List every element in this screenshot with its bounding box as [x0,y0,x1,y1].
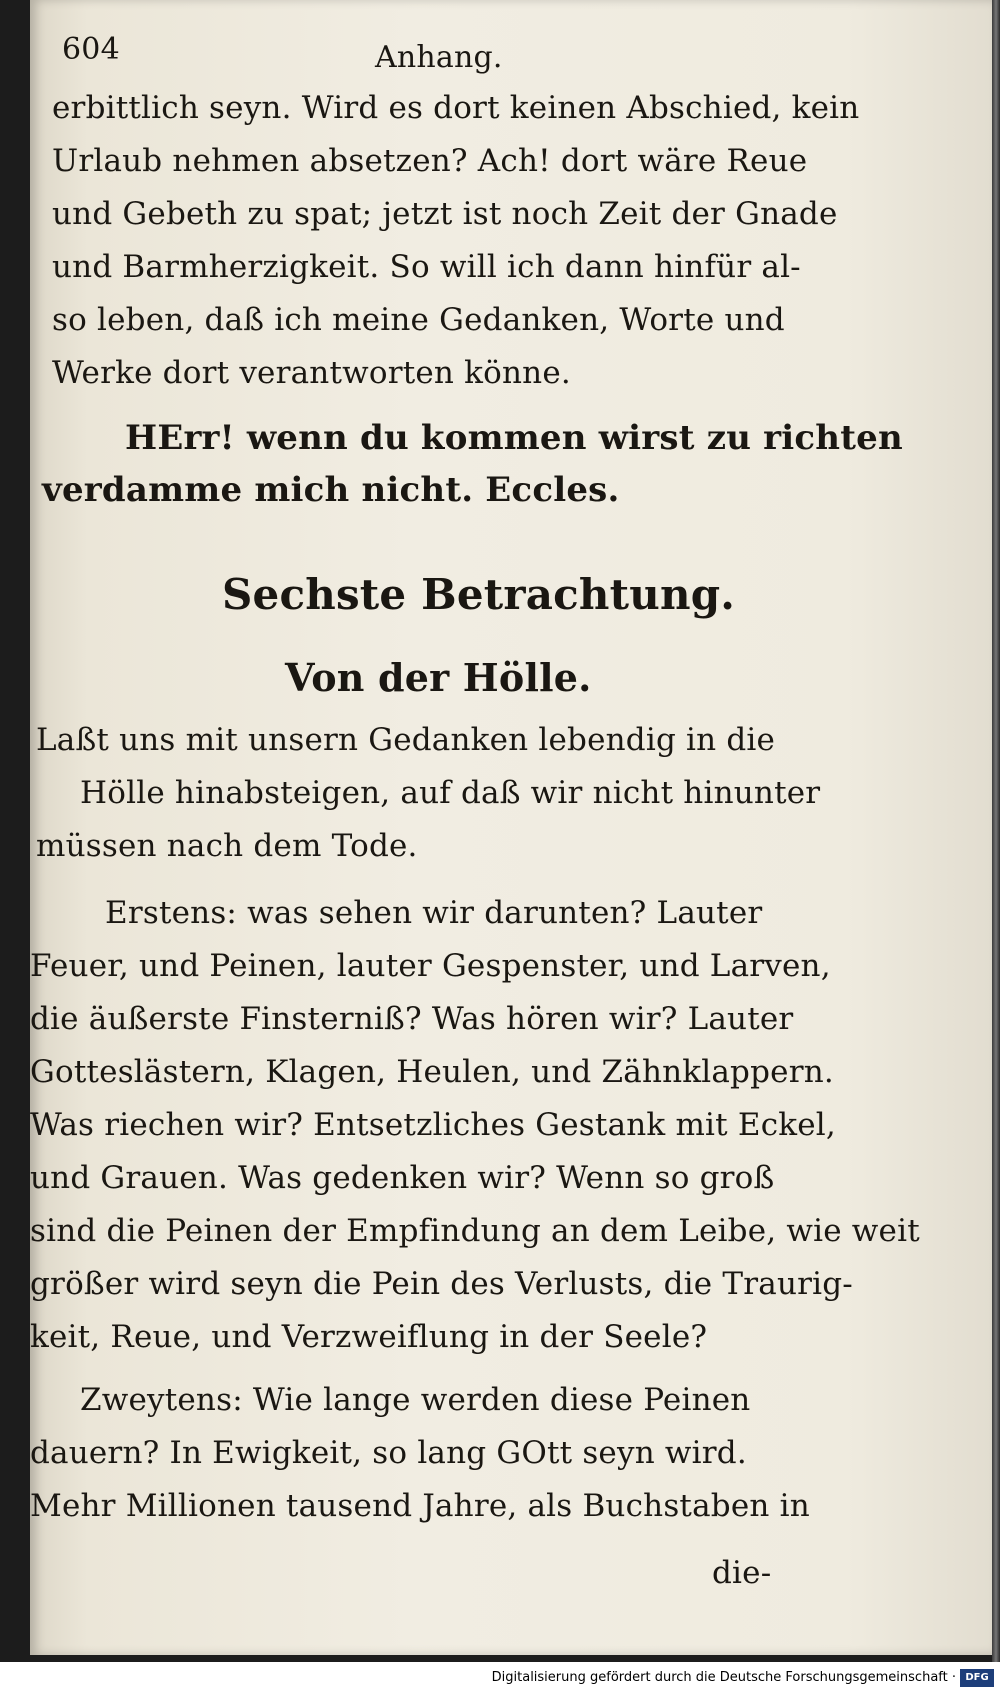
page-number: 604 [62,32,120,67]
catchword: die- [712,1555,772,1591]
running-head: Anhang. [375,40,503,75]
text-line: Hölle hinabsteigen, auf daß wir nicht hinunter [80,775,821,811]
text-line: größer wird seyn die Pein des Verlusts, die Traurig- [30,1266,853,1302]
text-line: Zweytens: Wie lange werden diese Peinen [80,1382,751,1418]
text-line: die äußerste Finsterniß? Was hören wir? Lauter [30,1001,794,1037]
text-line: keit, Reue, und Verzweiflung in der Seele? [30,1319,708,1355]
text-line: Gotteslästern, Klagen, Heulen, und Zähnklappern. [30,1054,834,1090]
prayer-line: HErr! wenn du kommen wirst zu richten [125,418,903,458]
text-line: Mehr Millionen tausend Jahre, als Buchstaben in [30,1488,810,1524]
text-line: und Grauen. Was gedenken wir? Wenn so groß [30,1160,775,1196]
text-line: müssen nach dem Tode. [36,828,418,864]
dfg-logo: DFG [960,1669,994,1687]
footer-bar [0,1662,1000,1694]
text-line: Erstens: was sehen wir darunten? Lauter [105,895,763,931]
text-line: Urlaub nehmen absetzen? Ach! dort wäre Reue [52,143,808,179]
text-line: so leben, daß ich meine Gedanken, Worte und [52,302,785,338]
text-line: und Barmherzigkeit. So will ich dann hinfür al- [52,249,801,285]
text-line: sind die Peinen der Empfindung an dem Leibe, wie weit [30,1213,920,1249]
text-line: Werke dort verantworten könne. [52,355,571,391]
page-edge [992,0,1000,1662]
prayer-line: verdamme mich nicht. Eccles. [42,470,620,510]
section-heading: Sechste Betrachtung. [222,570,736,619]
text-line: und Gebeth zu spat; jetzt ist noch Zeit der Gnade [52,196,838,232]
text-line: erbittlich seyn. Wird es dort keinen Abschied, kein [52,90,860,126]
text-line: dauern? In Ewigkeit, so lang GOtt seyn wird. [30,1435,747,1471]
section-subheading: Von der Hölle. [285,655,592,700]
text-line: Laßt uns mit unsern Gedanken lebendig in die [36,722,776,758]
text-line: Was riechen wir? Entsetzliches Gestank mit Eckel, [30,1107,836,1143]
footer-credit: Digitalisierung gefördert durch die Deutsche Forschungsgemeinschaft · [491,1670,956,1685]
text-line: Feuer, und Peinen, lauter Gespenster, und Larven, [30,948,831,984]
